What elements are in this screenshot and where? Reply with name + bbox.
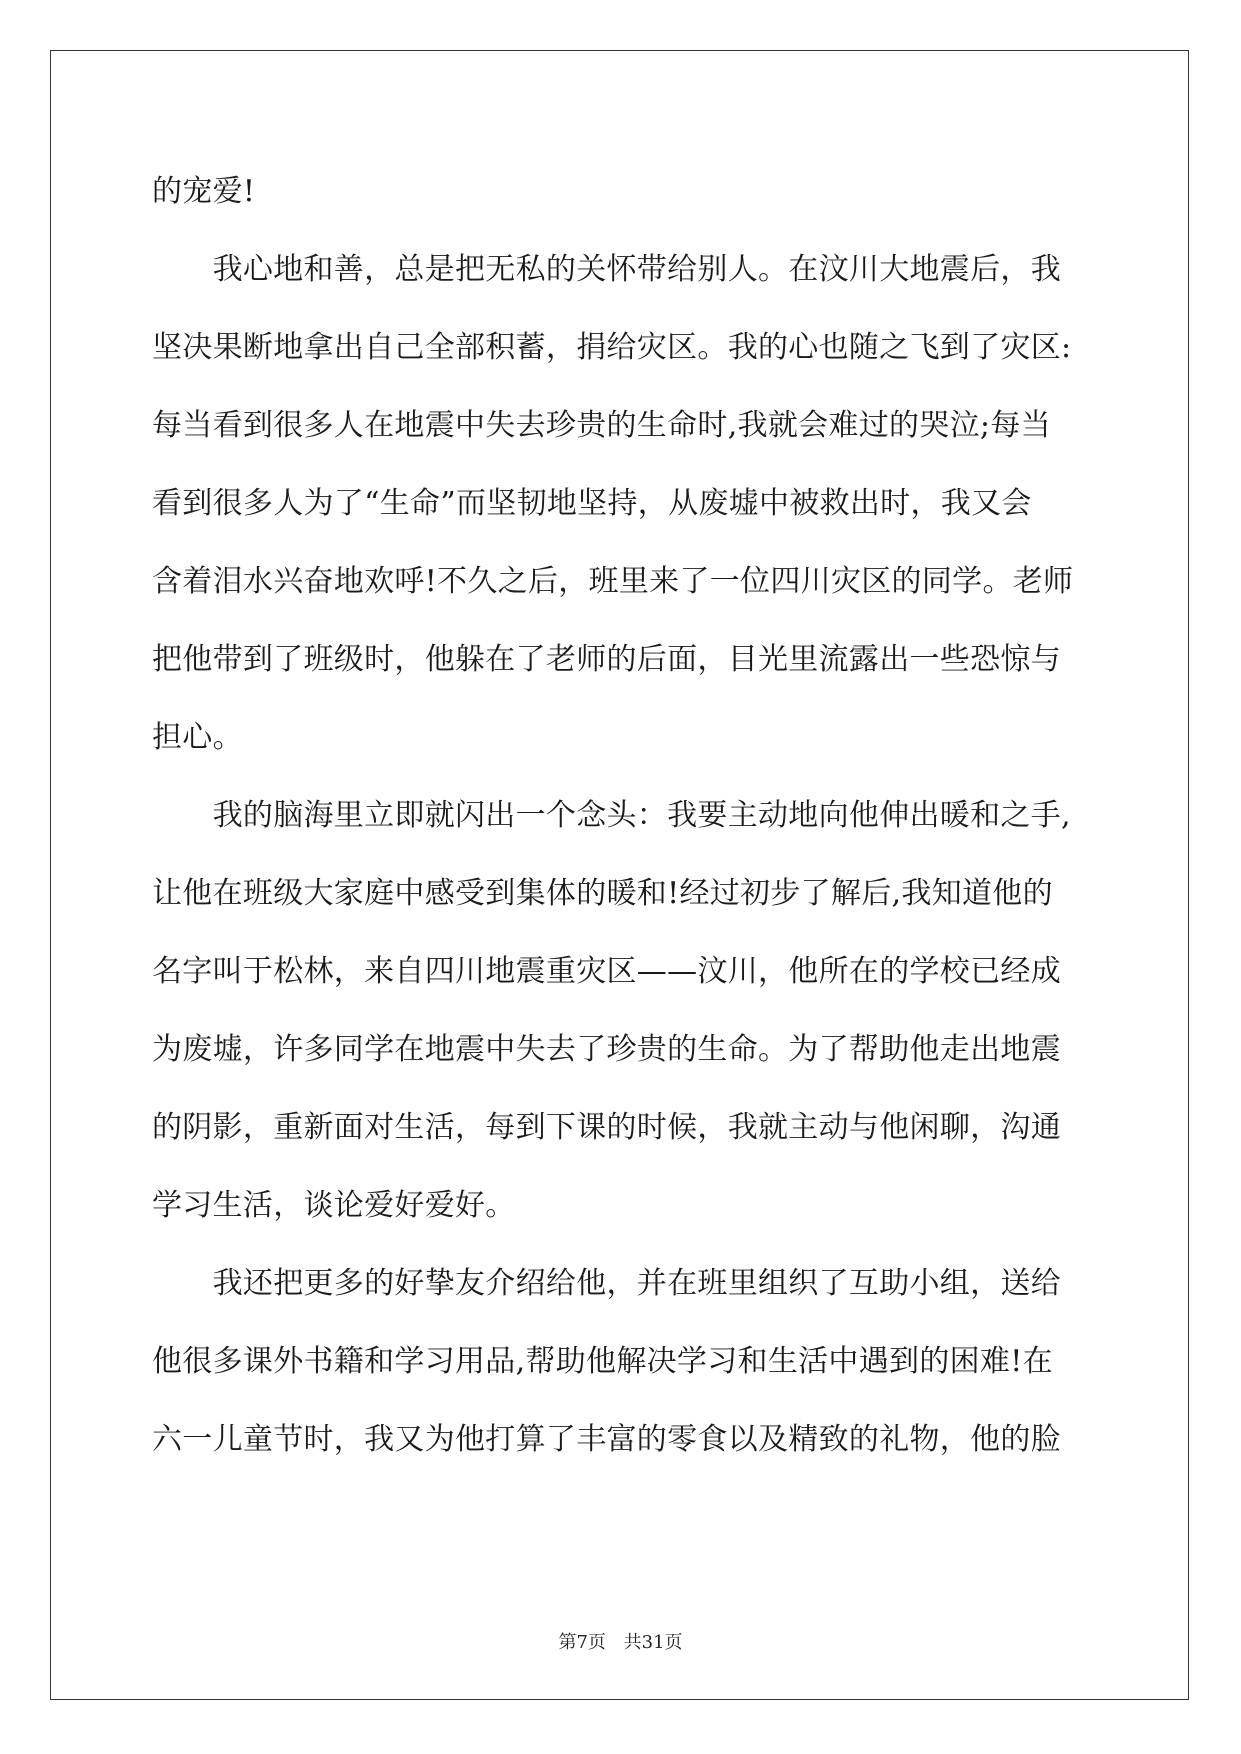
text-line: 担心。 (152, 720, 243, 755)
text-line: 我的脑海里立即就闪出一个念头：我要主动地向他伸出暖和之手, (152, 798, 1071, 833)
text-line: 我还把更多的好挚友介绍给他，并在班里组织了互助小组，送给 (152, 1266, 1061, 1301)
text-line: 名字叫于松林，来自四川地震重灾区——汶川，他所在的学校已经成 (152, 954, 1061, 989)
text-line: 的阴影，重新面对生活，每到下课的时候，我就主动与他闲聊，沟通 (152, 1110, 1061, 1145)
text-line: 每当看到很多人在地震中失去珍贵的生命时,我就会难过的哭泣;每当 (152, 408, 1051, 443)
page-total: 共31页 (623, 1632, 683, 1653)
text-line: 让他在班级大家庭中感受到集体的暖和!经过初步了解后,我知道他的 (152, 876, 1053, 911)
text-line: 把他带到了班级时，他躲在了老师的后面，目光里流露出一些恐惊与 (152, 642, 1061, 677)
text-line: 学习生活，谈论爱好爱好。 (152, 1188, 516, 1223)
text-line: 坚决果断地拿出自己全部积蓄，捐给灾区。我的心也随之飞到了灾区: (152, 330, 1072, 365)
text-line: 的宠爱! (152, 174, 256, 209)
text-line: 含着泪水兴奋地欢呼!不久之后，班里来了一位四川灾区的同学。老师 (152, 564, 1074, 599)
text-line: 他很多课外书籍和学习用品,帮助他解决学习和生活中遇到的困难!在 (152, 1344, 1053, 1379)
text-line: 六一儿童节时，我又为他打算了丰富的零食以及精致的礼物，他的脸 (152, 1422, 1061, 1457)
text-line: 为废墟，许多同学在地震中失去了珍贵的生命。为了帮助他走出地震 (152, 1032, 1061, 1067)
document-body (152, 168, 1092, 1494)
page-footer (0, 1628, 1241, 1654)
text-line: 看到很多人为了“生命”而坚韧地坚持，从废墟中被救出时，我又会 (152, 486, 1032, 521)
page-number: 第7页 (558, 1632, 606, 1653)
text-line: 我心地和善，总是把无私的关怀带给别人。在汶川大地震后，我 (152, 252, 1061, 287)
